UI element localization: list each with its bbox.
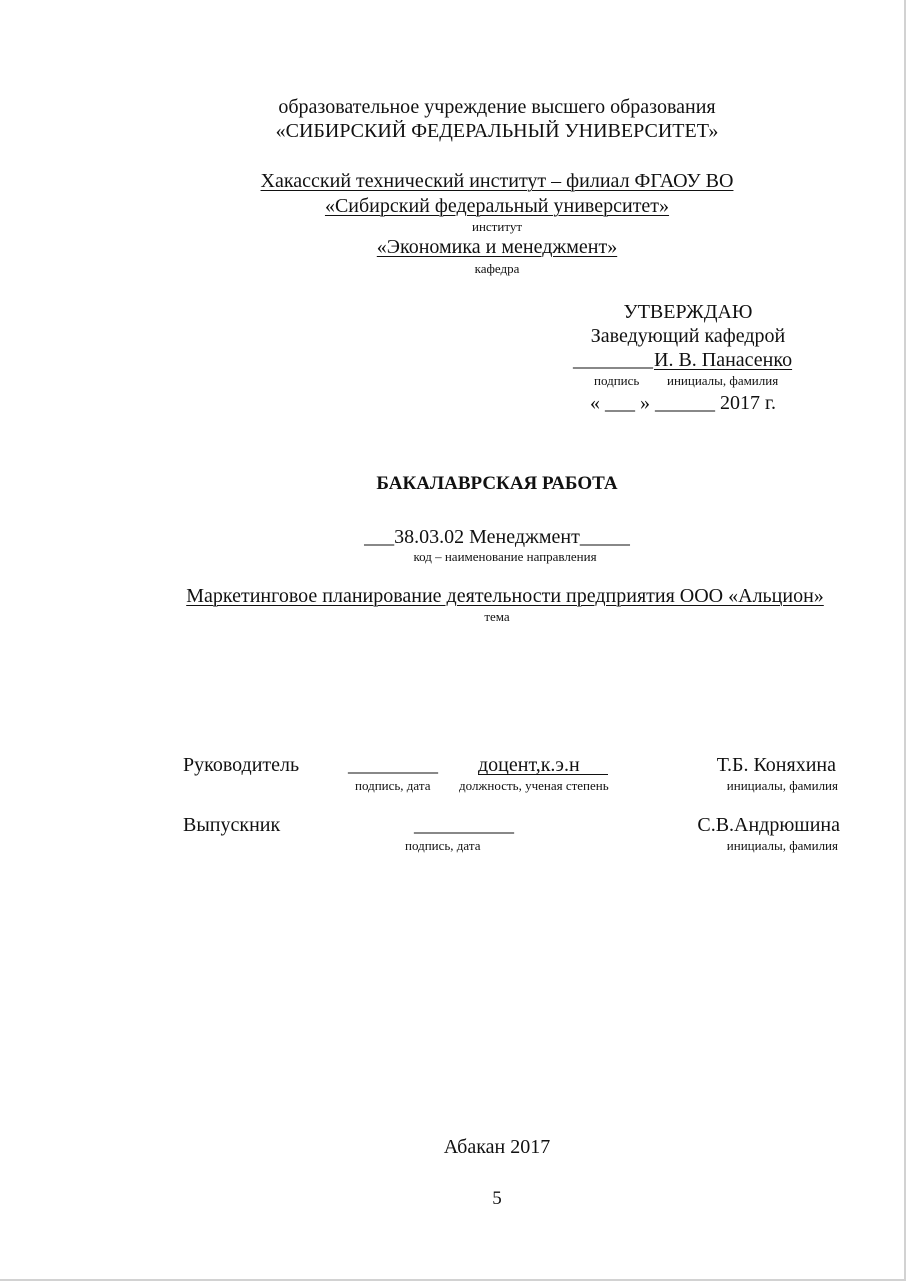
approval-title: УТВЕРЖДАЮ — [623, 301, 753, 323]
department-caption: кафедра — [474, 261, 520, 276]
org-line-1: образовательное учреждение высшего образования — [278, 96, 716, 118]
graduate-name: С.В.Андрюшина — [697, 814, 840, 836]
work-title: БАКАЛАВРСКАЯ РАБОТА — [376, 473, 618, 494]
institute-caption: институт — [471, 219, 523, 234]
supervisor-name: Т.Б. Коняхина — [716, 754, 836, 776]
graduate-caption-sign-date: подпись, дата — [405, 838, 481, 853]
direction-caption: код – наименование направления — [413, 549, 597, 564]
city-year: Абакан 2017 — [443, 1136, 551, 1158]
direction: ___38.03.02 Менеджмент_____ — [364, 526, 630, 548]
institute-line-2: «Сибирский федеральный университет» — [324, 195, 670, 217]
supervisor-label: Руководитель — [183, 754, 300, 776]
approval-date-line: « ___ » ______ 2017 г. — [590, 392, 776, 414]
institute-line-1: Хакасский технический институт – филиал ФГАОУ ВО — [260, 170, 734, 192]
page-number: 5 — [492, 1188, 502, 1209]
approval-name: И. В. Панасенко — [654, 349, 793, 371]
supervisor-signature-blank: _________ — [348, 754, 438, 776]
supervisor-caption-initials: инициалы, фамилия — [726, 778, 838, 793]
supervisor-caption-sign-date: подпись, дата — [355, 778, 431, 793]
supervisor-position-underline — [478, 774, 608, 775]
approval-role: Заведующий кафедрой — [590, 325, 786, 347]
graduate-label: Выпускник — [183, 814, 281, 836]
org-line-2: «СИБИРСКИЙ ФЕДЕРАЛЬНЫЙ УНИВЕРСИТЕТ» — [275, 120, 719, 142]
supervisor-position: доцент,к.э.н — [478, 754, 580, 776]
supervisor-caption-position: должность, ученая степень — [459, 778, 609, 793]
graduate-caption-initials: инициалы, фамилия — [726, 838, 838, 853]
department-name: «Экономика и менеджмент» — [376, 236, 618, 258]
topic-caption: тема — [484, 609, 510, 624]
approval-caption-signature: подпись — [594, 373, 640, 388]
graduate-signature-blank: __________ — [414, 814, 514, 836]
approval-caption-name: инициалы, фамилия — [667, 373, 779, 388]
approval-signature-blank: ________ — [573, 349, 653, 371]
topic: Маркетинговое планирование деятельности предприятия ООО «Альцион» — [186, 585, 824, 607]
